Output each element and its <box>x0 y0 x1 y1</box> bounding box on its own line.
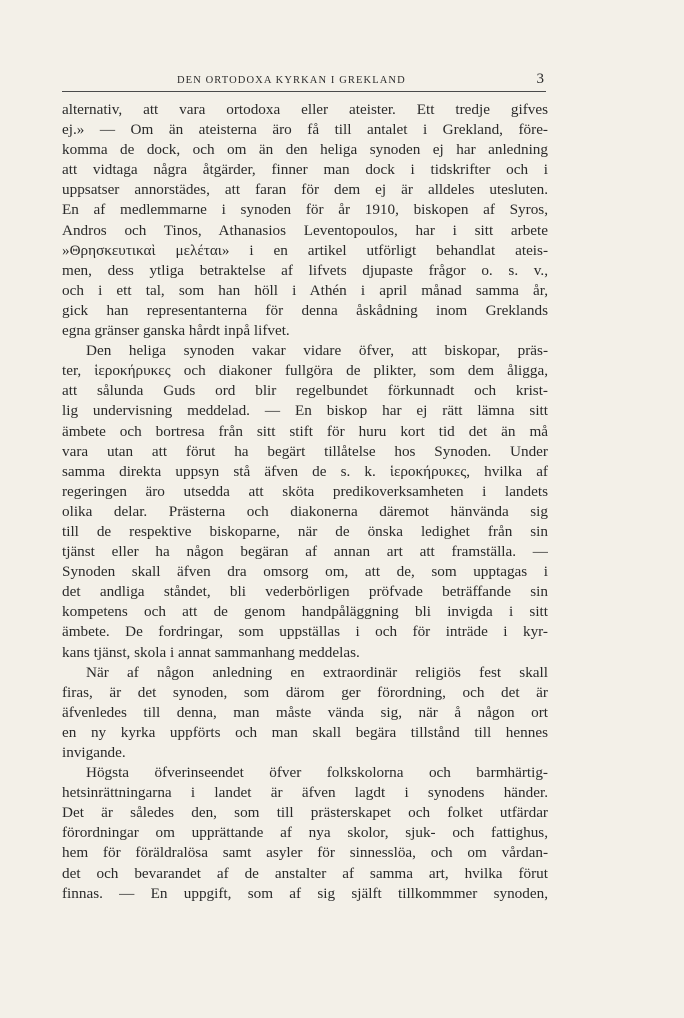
text-line: Den heliga synoden vakar vidare öfver, att biskopar, präs- <box>86 342 548 360</box>
text-line: regeringen äro utsedda att sköta predikoverksamheten i landets <box>62 482 548 500</box>
text-line: En af medlemmarne i synoden för år 1910, biskopen af Syros, <box>62 201 548 219</box>
text-line: Synoden skall äfven dra omsorg om, att de, som upptagas i <box>62 563 548 581</box>
text-line: invigande. <box>62 744 126 761</box>
text-line: äfvenledes till denna, man måste vända sig, när å någon ort <box>62 703 548 721</box>
text-line: till de respektive biskoparne, när de önska ledighet från sin <box>62 522 548 540</box>
text-line: ej.» — Om än ateisterna äro få till antalet i Grekland, före- <box>62 121 548 139</box>
text-line: finnas. — En uppgift, som af sig själft tillkommmer synoden, <box>62 884 548 902</box>
text-line: förordningar om upprättande af nya skolor, sjuk- och fattighus, <box>62 824 548 842</box>
text-line: kans tjänst, skola i annat sammanhang meddelas. <box>62 643 360 661</box>
body-text <box>62 100 548 904</box>
text-line: hetsinrättningarna i landet är äfven lagdt i synodens händer. <box>62 784 548 802</box>
text-line: att sålunda Guds ord blir regelbundet förkunnadt och krist- <box>62 382 548 400</box>
text-line: Andros och Tinos, Athanasios Leventopoulos, har i sitt arbete <box>62 221 548 239</box>
text-line: ter, ἱεροκήρυκες och diakoner fullgöra de plikter, som dem åligga, <box>62 362 548 380</box>
text-line: komma de dock, och om än den heliga synoden ej har anledning <box>62 141 548 159</box>
header-rule <box>62 91 546 92</box>
text-line: det andliga ståndet, bli vederbörligen pröfvade beträffande sin <box>62 583 548 601</box>
page-number: 3 <box>536 71 544 87</box>
running-title: DEN ORTODOXA KYRKAN I GREKLAND <box>177 75 406 86</box>
text-line: firas, är det synoden, som därom ger förordning, och det är <box>62 683 548 701</box>
text-line: kompetens och att de genom handpåläggning bli invigda i sitt <box>62 603 548 621</box>
text-line: Det är således den, som till prästerskapet och folket utfärdar <box>62 804 548 822</box>
text-line: lig undervisning meddelad. — En biskop har ej rätt lämna sitt <box>62 402 548 420</box>
text-line: vara utan att förut ha begärt tillåtelse hos Synoden. Under <box>62 442 548 460</box>
running-head <box>62 71 546 91</box>
text-line: alternativ, att vara ortodoxa eller ateister. Ett tredje gifves <box>62 101 548 118</box>
text-line: uppsatser annorstädes, att faran för dem ej är alldeles utesluten. <box>62 181 548 199</box>
text-line: När af någon anledning en extraordinär religiös fest skall <box>86 663 548 681</box>
text-line: »Θρησκευτικαὶ μελέται» i en artikel utförligt behandlat ateis- <box>62 241 548 259</box>
text-line: hem för föräldralösa samt asyler för sinnesslöa, och om vårdan- <box>62 844 548 862</box>
text-line: men, dess ytliga betraktelse af lifvets djupaste frågor o. s. v., <box>62 261 548 279</box>
text-line: olika delar. Prästerna och diakonerna däremot hänvända sig <box>62 502 548 520</box>
text-line: det och bevarandet af de anstalter af samma art, hvilka förut <box>62 864 548 882</box>
text-line: ämbete. De fordringar, som uppställas i och för inträde i kyr- <box>62 623 548 641</box>
text-line: samma direkta uppsyn stå äfven de s. k. ἱεροκήρυκες, hvilka af <box>62 462 548 480</box>
text-line: att vidtaga några åtgärder, finner man dock i tidskrifter och i <box>62 161 548 179</box>
text-line: och i ett tal, som han höll i Athén i april månad samma år, <box>62 281 548 299</box>
text-line: en ny kyrka uppförts och man skall begära tillstånd till hennes <box>62 723 548 741</box>
text-line: ämbete och bortresa från sitt stift för huru kort tid det än må <box>62 422 548 440</box>
text-line: tjänst eller ha någon begäran af annan art att framställa. — <box>62 543 548 561</box>
text-line: Högsta öfverinseendet öfver folkskolorna och barmhärtig- <box>86 764 548 782</box>
text-line: egna gränser ganska hårdt inpå lifvet. <box>62 322 290 340</box>
text-line: gick han representanterna för denna åskådning inom Greklands <box>62 301 548 319</box>
